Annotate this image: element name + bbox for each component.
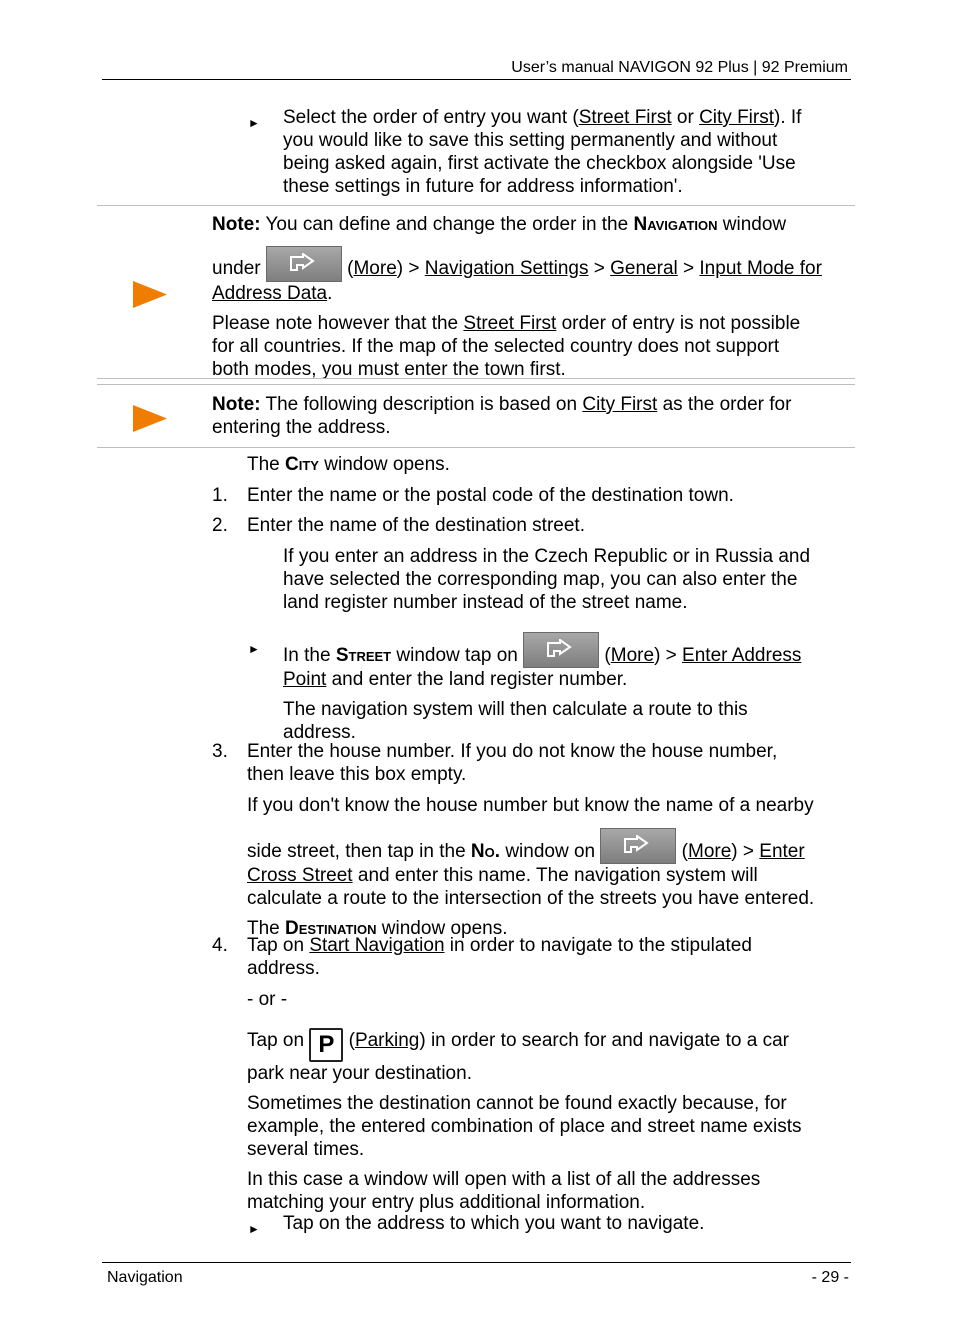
bullet-icon: ►: [248, 116, 260, 130]
step-number: 2.: [212, 515, 228, 536]
running-header: User’s manual NAVIGON 92 Plus | 92 Premium: [511, 59, 848, 76]
bullet-icon: ►: [248, 1222, 260, 1236]
step-4: Tap on Start Navigation in order to navigate to the stipulated address. - or - Tap on P (Parking) in order to search for and navigate to a car park near your destination. Sometimes the destination cannot be found exactly because, for example, the entered combination of place and street name exists several times. In this case a window will open with a list of all the addresses matching your entry plus additional information.: [247, 935, 802, 1213]
start-navigation-link: Start Navigation: [309, 935, 445, 956]
footer-rule: [102, 1262, 851, 1263]
step-2-street-bullet: In the Street window tap on (More) > Enter Address Point and enter the land register number. The navigation system will then calculate a route to this address.: [283, 632, 853, 744]
note-label: Note:: [212, 214, 261, 235]
pointing-hand-icon: [623, 835, 653, 855]
more-button: [266, 246, 342, 282]
step-1-text: Enter the name or the postal code of the destination town.: [247, 485, 734, 506]
more-button: [523, 632, 599, 668]
bullet-icon: ►: [248, 642, 260, 656]
note-rule-bottom: [97, 378, 855, 379]
intro-bullet-text: Select the order of entry you want (Street First or City First). If you would like to save this setting permanently and without being asked again, first activate the checkbox alongside 'Use these settings in future for address information'.: [283, 107, 802, 197]
header-rule: [102, 79, 851, 80]
street-first-link: Street First: [578, 107, 672, 128]
note-arrow-icon: [133, 405, 167, 432]
step-2-text: Enter the name of the destination street.: [247, 515, 585, 536]
step-3: Enter the house number. If you do not know the house number, then leave this box empty. If you don't know the house number but know the name of a nearby side street, then tap in the No. window on (More) > Enter Cross Street and enter this name. The navigation system will calculate a route to the intersection of the streets you have entered. The Destination window opens.: [247, 741, 815, 939]
more-button: [600, 828, 676, 864]
note-rule-bottom-2: [97, 447, 855, 448]
step-number: 3.: [212, 741, 228, 762]
city-window-opens: The City window opens.: [247, 454, 450, 475]
note-rule-top: [97, 205, 855, 206]
pointing-hand-icon: [546, 639, 576, 659]
navigation-window-name: Navigation: [633, 214, 718, 235]
note-1: Note: You can define and change the order in the Navigation window under (More) > Navigation Settings > General > Input Mode for Address Data. Please note however that the Street First order of entry is not possible for all countries. If the map of the selected country does not support both modes, you must enter the town first.: [212, 214, 822, 380]
final-bullet-text: Tap on the address to which you want to navigate.: [283, 1213, 705, 1234]
city-first-link: City First: [699, 107, 775, 128]
step-2-czech-note: If you enter an address in the Czech Republic or in Russia and have selected the corresponding map, you can also enter the land register number instead of the street name.: [283, 546, 811, 613]
parking-icon: P: [309, 1028, 343, 1062]
note-rule-top-2: [97, 384, 855, 385]
note-arrow-icon: [133, 281, 167, 308]
footer-section: Navigation: [107, 1269, 183, 1286]
step-number: 4.: [212, 935, 228, 956]
pointing-hand-icon: [289, 253, 319, 273]
page-number: - 29 -: [811, 1269, 849, 1286]
step-number: 1.: [212, 485, 228, 506]
note-2: Note: The following description is based on City First as the order for entering the address.: [212, 394, 792, 438]
